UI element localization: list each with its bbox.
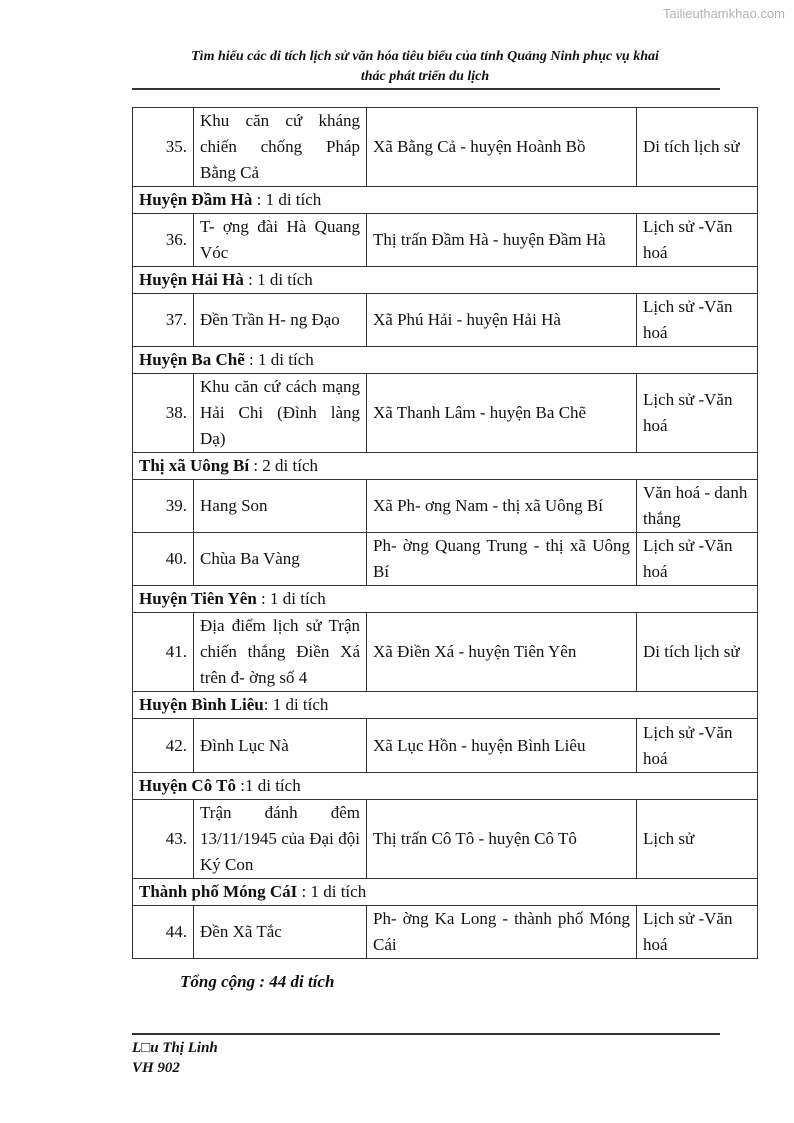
relic-type: Văn hoá - danh thắng bbox=[637, 480, 758, 533]
relic-location: Ph- ờng Ka Long - thành phố Móng Cái bbox=[367, 906, 637, 959]
table-row bbox=[133, 613, 758, 692]
district-heading bbox=[133, 453, 758, 480]
relic-type: Lịch sử bbox=[637, 800, 758, 879]
district-name: Huyện Ba Chẽ bbox=[139, 350, 245, 369]
district-row bbox=[133, 347, 758, 374]
relic-type: Lịch sử -Văn hoá bbox=[637, 374, 758, 453]
relic-number: 39. bbox=[133, 480, 194, 533]
relic-location: Xã Lục Hồn - huyện Bình Liêu bbox=[367, 719, 637, 773]
relic-type: Di tích lịch sử bbox=[637, 613, 758, 692]
relic-number: 38. bbox=[133, 374, 194, 453]
district-row bbox=[133, 692, 758, 719]
footer-class: VH 902 bbox=[132, 1060, 180, 1076]
district-name: Thành phố Móng CáI bbox=[139, 882, 298, 901]
district-heading bbox=[133, 347, 758, 374]
relic-name: Chùa Ba Vàng bbox=[194, 533, 367, 586]
table-row bbox=[133, 906, 758, 959]
relic-name: Đình Lục Nà bbox=[194, 719, 367, 773]
relic-name: Đền Xã Tắc bbox=[194, 906, 367, 959]
total-count: Tổng cộng : 44 di tích bbox=[180, 972, 335, 991]
relic-location: Ph- ờng Quang Trung - thị xã Uông Bí bbox=[367, 533, 637, 586]
relic-location: Xã Phú Hải - huyện Hải Hà bbox=[367, 294, 637, 347]
district-row bbox=[133, 267, 758, 294]
district-count: :1 di tích bbox=[236, 776, 301, 795]
table-row bbox=[133, 294, 758, 347]
relic-number: 42. bbox=[133, 719, 194, 773]
relic-number: 40. bbox=[133, 533, 194, 586]
district-count: : 1 di tích bbox=[243, 270, 313, 289]
footer-author: L□u Thị Linh bbox=[132, 1040, 218, 1056]
district-row bbox=[133, 453, 758, 480]
district-row bbox=[133, 879, 758, 906]
relic-number: 44. bbox=[133, 906, 194, 959]
table-row bbox=[133, 533, 758, 586]
district-name: Thị xã Uông Bí bbox=[139, 456, 250, 475]
district-heading bbox=[133, 879, 758, 906]
district-heading bbox=[133, 586, 758, 613]
running-header bbox=[128, 47, 722, 87]
relic-number: 41. bbox=[133, 613, 194, 692]
page-footer bbox=[132, 1038, 218, 1078]
district-name: Huyện Hải Hà bbox=[139, 270, 244, 289]
relic-name: Hang Son bbox=[194, 480, 367, 533]
table-row bbox=[133, 719, 758, 773]
relic-number: 35. bbox=[133, 108, 194, 187]
district-heading bbox=[133, 692, 758, 719]
table-row bbox=[133, 800, 758, 879]
relic-type: Lịch sử -Văn hoá bbox=[637, 719, 758, 773]
table-row bbox=[133, 480, 758, 533]
relic-name: Khu căn cứ kháng chiến chống Pháp Bằng Cả bbox=[194, 108, 367, 187]
relic-location: Thị trấn Cô Tô - huyện Cô Tô bbox=[367, 800, 637, 879]
district-heading bbox=[133, 773, 758, 800]
relic-name: Khu căn cứ cách mạng Hải Chi (Đình làng Dạ) bbox=[194, 374, 367, 453]
relic-type: Lịch sử -Văn hoá bbox=[637, 214, 758, 267]
watermark-text: Tailieuthamkhao.com bbox=[662, 6, 785, 21]
district-name: Huyện Đầm Hà bbox=[139, 190, 253, 209]
district-heading bbox=[133, 267, 758, 294]
relic-location: Xã Điền Xá - huyện Tiên Yên bbox=[367, 613, 637, 692]
relic-number: 37. bbox=[133, 294, 194, 347]
district-row bbox=[133, 586, 758, 613]
relic-name: T- ợng đài Hà Quang Vóc bbox=[194, 214, 367, 267]
relic-type: Lịch sử -Văn hoá bbox=[637, 906, 758, 959]
table-row bbox=[133, 374, 758, 453]
relic-name: Địa điểm lịch sử Trận chiến thắng Điền Xá trên đ- ờng số 4 bbox=[194, 613, 367, 692]
relic-number: 36. bbox=[133, 214, 194, 267]
district-count: : 1 di tích bbox=[256, 589, 326, 608]
relic-location: Thị trấn Đầm Hà - huyện Đầm Hà bbox=[367, 214, 637, 267]
district-count: : 1 di tích bbox=[297, 882, 367, 901]
relic-type: Di tích lịch sử bbox=[637, 108, 758, 187]
district-count: : 1 di tích bbox=[252, 190, 322, 209]
relic-location: Xã Ph- ơng Nam - thị xã Uông Bí bbox=[367, 480, 637, 533]
district-heading bbox=[133, 187, 758, 214]
relic-type: Lịch sử -Văn hoá bbox=[637, 294, 758, 347]
district-name: Huyện Cô Tô bbox=[139, 776, 236, 795]
header-divider bbox=[132, 88, 720, 90]
relic-name: Đền Trần H- ng Đạo bbox=[194, 294, 367, 347]
district-count: : 2 di tích bbox=[249, 456, 319, 475]
relics-table bbox=[132, 107, 758, 959]
district-count: : 1 di tích bbox=[244, 350, 314, 369]
footer-divider bbox=[132, 1033, 720, 1035]
relic-location: Xã Thanh Lâm - huyện Ba Chẽ bbox=[367, 374, 637, 453]
district-name: Huyện Tiên Yên bbox=[139, 589, 257, 608]
relic-number: 43. bbox=[133, 800, 194, 879]
relic-location: Xã Bằng Cả - huyện Hoành Bồ bbox=[367, 108, 637, 187]
header-line-2: thác phát triển du lịch bbox=[360, 69, 490, 84]
table-row bbox=[133, 108, 758, 187]
table-row bbox=[133, 214, 758, 267]
header-line-1: Tìm hiểu các di tích lịch sử văn hóa tiêu biểu của tỉnh Quảng Ninh phục vụ khai bbox=[191, 49, 659, 64]
relic-type: Lịch sử -Văn hoá bbox=[637, 533, 758, 586]
district-row bbox=[133, 187, 758, 214]
relic-name: Trận đánh đêm 13/11/1945 của Đại đội Ký Con bbox=[194, 800, 367, 879]
district-name: Huyện Bình Liêu bbox=[139, 695, 264, 714]
district-count: : 1 di tích bbox=[263, 695, 329, 714]
district-row bbox=[133, 773, 758, 800]
